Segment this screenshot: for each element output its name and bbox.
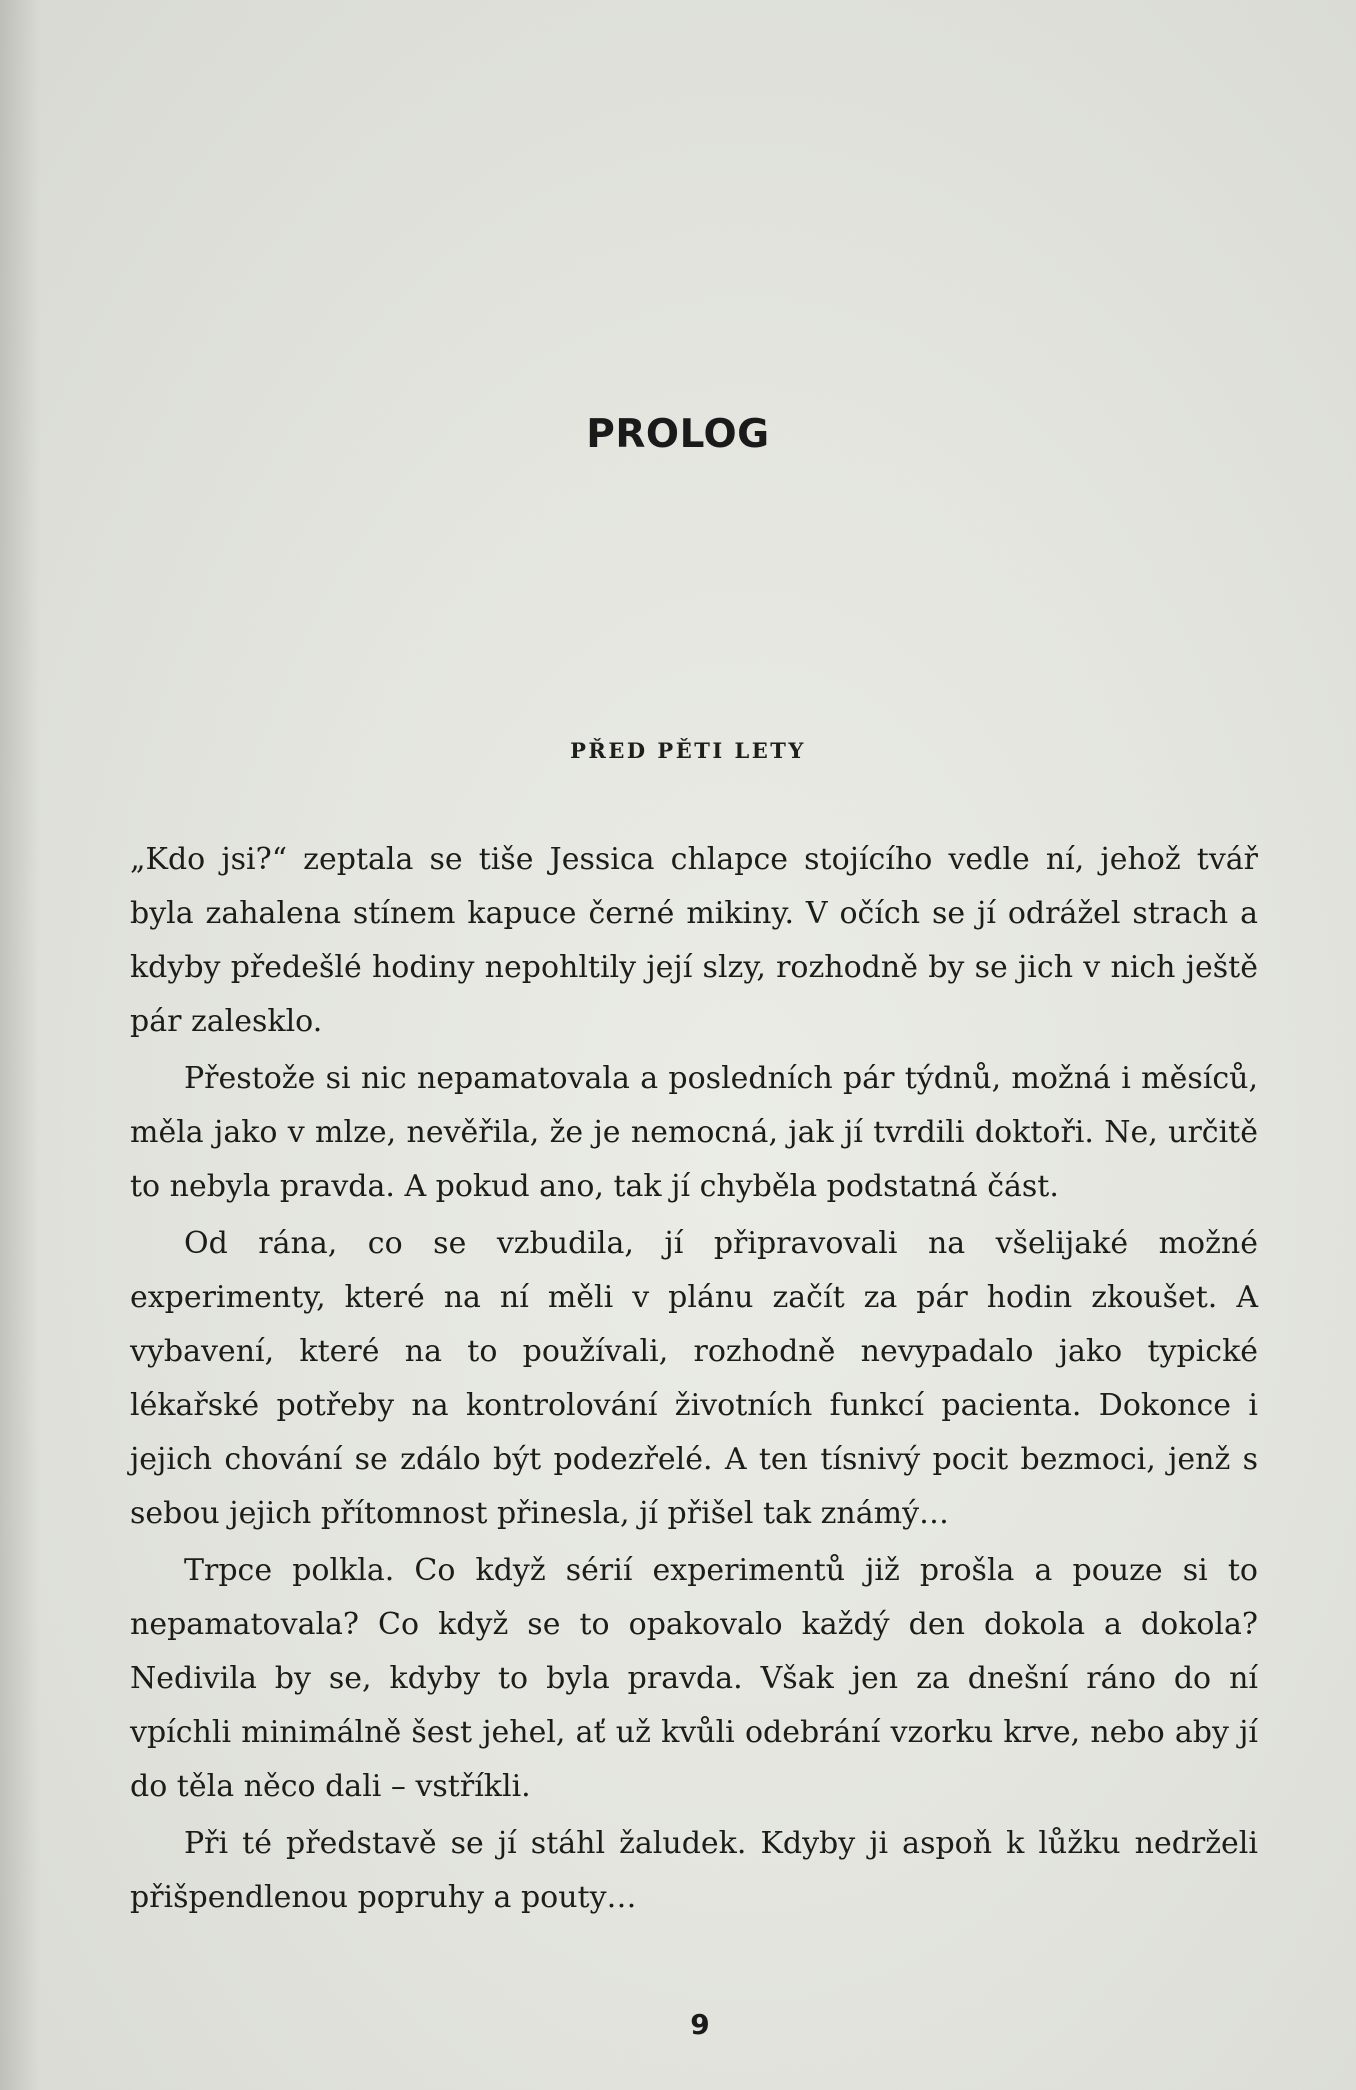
paragraph: Trpce polkla. Co když sérií experimentů již prošla a pouze si to nepamatovala? Co když se to opakovalo každý den dokola a dokola? Nedivila by se, kdyby to byla pravda. Však jen za dnešní ráno do ní vpíchli minimálně šest jehel, ať už kvůli odebrání vzorku krve, nebo aby jí do těla něco dali – vstříkli.	[130, 1553, 1258, 1804]
chapter-body	[130, 833, 1258, 1925]
chapter-title: PROLOG	[586, 412, 770, 457]
paragraph: Od rána, co se vzbudila, jí připravovali na všelijaké možné experimenty, které na ní měli v plánu začít za pár hodin zkoušet. A vybavení, které na to používali, rozhodně nevypadalo jako typické lékařské potřeby na kontrolování životních funkcí pacienta. Dokonce i jejich chování se zdálo být podezřelé. A ten tísnivý pocit bezmoci, jenž s sebou jejich přítomnost přinesla, jí přišel tak známý…	[130, 1226, 1258, 1531]
paragraph: Přestože si nic nepamatovala a posledních pár týdnů, možná i měsíců, měla jako v mlze, nevěřila, že je nemocná, jak jí tvrdili doktoři. Ne, určitě to nebyla pravda. A pokud ano, tak jí chyběla podstatná část.	[130, 1061, 1258, 1204]
page-number: 9	[690, 2008, 710, 2041]
paragraph: Při té představě se jí stáhl žaludek. Kdyby ji aspoň k lůžku nedrželi přišpendlenou popruhy a pouty…	[130, 1826, 1258, 1915]
paragraph: „Kdo jsi?“ zeptala se tiše Jessica chlapce stojícího vedle ní, jehož tvář byla zahalena stínem kapuce černé mikiny. V očích se jí odrážel strach a kdyby předešlé hodiny nepohltily její slzy, rozhodně by se jich v nich ještě pár zalesklo.	[130, 842, 1258, 1039]
chapter-subheading: PŘED PĚTI LETY	[570, 738, 806, 763]
page-spine-shadow	[0, 0, 40, 2090]
